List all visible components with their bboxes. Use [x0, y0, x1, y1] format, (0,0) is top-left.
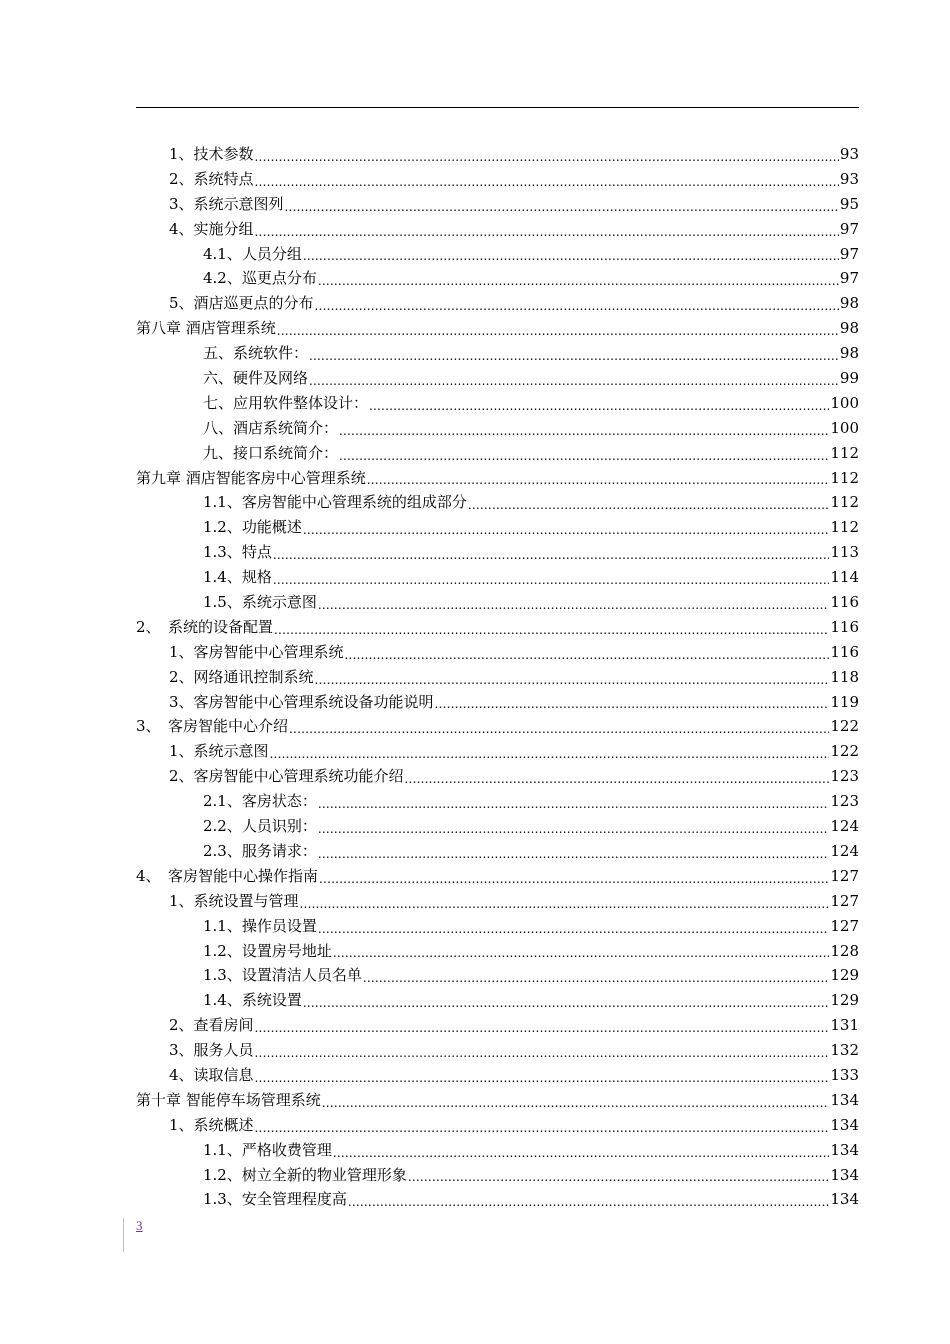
- toc-entry-page-number: 127: [830, 866, 859, 885]
- toc-entry-title: 2.2、人员识别：: [203, 817, 317, 836]
- header-rule: [136, 107, 859, 108]
- toc-entry-title: 1.4、系统设置: [203, 991, 302, 1010]
- toc-entry-title: 第九章 酒店智能客房中心管理系统: [136, 468, 366, 487]
- toc-entry-title: 4.1、人员分组: [203, 244, 302, 263]
- toc-entry-title: 1.2、功能概述: [203, 518, 302, 537]
- toc-entry-title: 1.3、设置清洁人员名单: [203, 966, 362, 985]
- toc-entry-title: 1、系统示意图: [169, 742, 269, 761]
- toc-entry-page-number: 98: [839, 294, 859, 313]
- toc-dot-leader: [348, 1187, 830, 1212]
- toc-entry-title: 七、应用软件整体设计：: [203, 393, 369, 412]
- toc-entry-title: 2、系统特点: [169, 169, 254, 188]
- toc-entry[interactable]: [136, 515, 859, 540]
- toc-dot-leader: [255, 217, 839, 242]
- toc-dot-leader: [369, 391, 829, 416]
- toc-dot-leader: [318, 814, 830, 839]
- toc-entry-page-number: 129: [830, 991, 859, 1010]
- toc-entry[interactable]: [136, 416, 859, 441]
- footer-rule: [123, 1218, 124, 1252]
- toc-entry-title: 六、硬件及网络: [203, 369, 309, 388]
- toc-entry[interactable]: [136, 1163, 859, 1188]
- toc-dot-leader: [277, 316, 839, 341]
- toc-entry-title: 第十章 智能停车场管理系统: [136, 1090, 321, 1109]
- toc-entry[interactable]: [136, 590, 859, 615]
- toc-dot-leader: [318, 839, 830, 864]
- toc-entry-page-number: 128: [830, 941, 859, 960]
- toc-entry-title: 1.2、树立全新的物业管理形象: [203, 1165, 407, 1184]
- toc-entry-page-number: 131: [830, 1016, 859, 1035]
- toc-entry[interactable]: [136, 167, 859, 192]
- toc-dot-leader: [315, 291, 839, 316]
- toc-entry-title: 4、读取信息: [169, 1065, 254, 1084]
- toc-entry[interactable]: [136, 764, 859, 789]
- toc-entry-title: 1.1、严格收费管理: [203, 1140, 332, 1159]
- toc-entry[interactable]: [136, 1063, 859, 1088]
- toc-dot-leader: [408, 1163, 830, 1188]
- toc-entry-page-number: 118: [830, 667, 859, 686]
- toc-entry-page-number: 98: [839, 319, 859, 338]
- toc-entry-page-number: 112: [830, 493, 859, 512]
- toc-entry-page-number: 97: [839, 244, 859, 263]
- toc-entry[interactable]: [136, 640, 859, 665]
- toc-entry-page-number: 129: [830, 966, 859, 985]
- toc-entry[interactable]: [136, 939, 859, 964]
- toc-dot-leader: [318, 789, 830, 814]
- toc-entry-title: 1.4、规格: [203, 568, 272, 587]
- toc-dot-leader: [270, 739, 830, 764]
- toc-entry-title: 2、网络通讯控制系统: [169, 667, 314, 686]
- toc-entry[interactable]: [136, 192, 859, 217]
- toc-dot-leader: [255, 142, 839, 167]
- toc-entry-title: 5、酒店巡更点的分布: [169, 294, 314, 313]
- toc-dot-leader: [303, 988, 830, 1013]
- toc-dot-leader: [255, 1013, 830, 1038]
- toc-entry[interactable]: [136, 291, 859, 316]
- toc-entry[interactable]: [136, 242, 859, 267]
- toc-dot-leader: [319, 864, 829, 889]
- toc-entry-title: 4、实施分组: [169, 219, 254, 238]
- toc-dot-leader: [318, 590, 830, 615]
- toc-entry[interactable]: [136, 1138, 859, 1163]
- toc-entry-page-number: 97: [839, 219, 859, 238]
- toc-entry[interactable]: [136, 217, 859, 242]
- toc-dot-leader: [303, 242, 839, 267]
- toc-entry[interactable]: [136, 690, 859, 715]
- toc-entry[interactable]: [136, 789, 859, 814]
- toc-entry[interactable]: [136, 889, 859, 914]
- toc-entry-page-number: 100: [830, 393, 859, 412]
- toc-dot-leader: [333, 1138, 830, 1163]
- toc-entry-page-number: 99: [839, 369, 859, 388]
- toc-entry-title: 2、客房智能中心管理系统功能介绍: [169, 767, 404, 786]
- toc-entry-title: 1.2、设置房号地址: [203, 941, 332, 960]
- table-of-contents: [136, 142, 859, 1212]
- toc-dot-leader: [255, 1038, 830, 1063]
- toc-entry-page-number: 100: [830, 418, 859, 437]
- toc-dot-leader: [309, 366, 839, 391]
- toc-entry-page-number: 112: [830, 518, 859, 537]
- toc-entry-page-number: 134: [830, 1115, 859, 1134]
- toc-entry-title: 1.1、操作员设置: [203, 916, 317, 935]
- toc-entry-page-number: 122: [830, 717, 859, 736]
- toc-dot-leader: [333, 939, 830, 964]
- toc-dot-leader: [273, 540, 830, 565]
- toc-entry-page-number: 114: [830, 568, 859, 587]
- toc-entry-title: 1、技术参数: [169, 145, 254, 163]
- toc-entry[interactable]: [136, 864, 859, 889]
- toc-entry-page-number: 134: [830, 1090, 859, 1109]
- toc-entry[interactable]: [136, 540, 859, 565]
- toc-dot-leader: [318, 914, 830, 939]
- toc-entry-page-number: 127: [830, 916, 859, 935]
- toc-entry-title: 1.3、安全管理程度高: [203, 1190, 347, 1209]
- toc-entry-page-number: 93: [839, 145, 859, 163]
- toc-entry-title: 3、系统示意图列: [169, 194, 284, 213]
- toc-entry[interactable]: [136, 714, 859, 739]
- toc-entry[interactable]: [136, 1113, 859, 1138]
- toc-entry-page-number: 127: [830, 891, 859, 910]
- toc-entry-page-number: 133: [830, 1065, 859, 1084]
- toc-entry[interactable]: [136, 1013, 859, 1038]
- toc-entry-page-number: 132: [830, 1041, 859, 1060]
- toc-entry-title: 2、查看房间: [169, 1016, 254, 1035]
- toc-entry[interactable]: [136, 142, 859, 167]
- toc-dot-leader: [318, 266, 839, 291]
- toc-dot-leader: [285, 192, 839, 217]
- toc-entry-page-number: 134: [830, 1190, 859, 1209]
- toc-dot-leader: [255, 167, 839, 192]
- toc-entry-page-number: 119: [830, 692, 859, 711]
- toc-entry[interactable]: [136, 739, 859, 764]
- toc-entry[interactable]: [136, 366, 859, 391]
- toc-entry-title: 3、客房智能中心管理系统设备功能说明: [169, 692, 434, 711]
- toc-entry[interactable]: [136, 1038, 859, 1063]
- toc-entry-title: 1、客房智能中心管理系统: [169, 642, 344, 661]
- toc-dot-leader: [322, 1088, 830, 1113]
- toc-entry[interactable]: [136, 1088, 859, 1113]
- toc-entry[interactable]: [136, 266, 859, 291]
- toc-entry-page-number: 123: [830, 792, 859, 811]
- toc-dot-leader: [300, 889, 830, 914]
- toc-entry-page-number: 112: [830, 468, 859, 487]
- toc-dot-leader: [339, 441, 829, 466]
- toc-entry-page-number: 124: [830, 817, 859, 836]
- toc-entry-page-number: 116: [830, 617, 859, 636]
- toc-entry-title: 1.5、系统示意图: [203, 593, 317, 612]
- toc-entry[interactable]: [136, 490, 859, 515]
- toc-entry-title: 第八章 酒店管理系统: [136, 319, 276, 338]
- toc-entry-page-number: 124: [830, 841, 859, 860]
- toc-entry-title: 1.1、客房智能中心管理系统的组成部分: [203, 493, 467, 512]
- toc-entry[interactable]: [136, 839, 859, 864]
- toc-dot-leader: [468, 490, 830, 515]
- page-number: 3: [136, 1218, 143, 1233]
- toc-dot-leader: [339, 416, 829, 441]
- toc-dot-leader: [273, 565, 830, 590]
- toc-dot-leader: [274, 615, 829, 640]
- toc-entry[interactable]: [136, 341, 859, 366]
- toc-entry-title: 八、酒店系统简介：: [203, 418, 339, 437]
- toc-entry-page-number: 93: [839, 169, 859, 188]
- toc-entry[interactable]: [136, 316, 859, 341]
- toc-entry-page-number: 97: [839, 269, 859, 288]
- toc-entry[interactable]: [136, 963, 859, 988]
- toc-dot-leader: [435, 690, 830, 715]
- toc-entry-page-number: 134: [830, 1140, 859, 1159]
- toc-dot-leader: [255, 1113, 830, 1138]
- toc-dot-leader: [315, 665, 830, 690]
- toc-dot-leader: [363, 963, 830, 988]
- toc-entry[interactable]: [136, 665, 859, 690]
- toc-entry-page-number: 116: [830, 593, 859, 612]
- toc-entry-title: 五、系统软件：: [203, 344, 309, 363]
- toc-entry-title: 1、系统设置与管理: [169, 891, 299, 910]
- toc-entry-page-number: 95: [839, 194, 859, 213]
- toc-dot-leader: [405, 764, 830, 789]
- toc-entry-page-number: 116: [830, 642, 859, 661]
- toc-entry[interactable]: [136, 1187, 859, 1212]
- toc-entry-page-number: 113: [830, 543, 859, 562]
- toc-entry-title: 2.1、客房状态：: [203, 792, 317, 811]
- toc-dot-leader: [303, 515, 830, 540]
- toc-entry-page-number: 123: [830, 767, 859, 786]
- toc-dot-leader: [289, 714, 829, 739]
- toc-dot-leader: [345, 640, 830, 665]
- toc-entry-page-number: 112: [830, 443, 859, 462]
- toc-entry[interactable]: [136, 988, 859, 1013]
- toc-entry-title: 1.3、特点: [203, 543, 272, 562]
- toc-entry[interactable]: [136, 466, 859, 491]
- toc-entry-title: 2.3、服务请求：: [203, 841, 317, 860]
- toc-entry-page-number: 122: [830, 742, 859, 761]
- toc-entry[interactable]: [136, 814, 859, 839]
- toc-entry[interactable]: [136, 565, 859, 590]
- toc-entry[interactable]: [136, 615, 859, 640]
- toc-entry[interactable]: [136, 914, 859, 939]
- toc-entry-page-number: 98: [839, 344, 859, 363]
- toc-entry-title: 4.2、巡更点分布: [203, 269, 317, 288]
- toc-entry-title: 4、 客房智能中心操作指南: [136, 866, 319, 885]
- toc-entry[interactable]: [136, 441, 859, 466]
- toc-entry-title: 3、服务人员: [169, 1041, 254, 1060]
- toc-entry[interactable]: [136, 391, 859, 416]
- toc-dot-leader: [367, 466, 830, 491]
- toc-dot-leader: [255, 1063, 830, 1088]
- toc-entry-title: 2、 系统的设备配置: [136, 617, 274, 636]
- toc-entry-title: 九、接口系统简介：: [203, 443, 339, 462]
- toc-dot-leader: [309, 341, 839, 366]
- toc-entry-title: 3、 客房智能中心介绍: [136, 717, 289, 736]
- toc-entry-page-number: 134: [830, 1165, 859, 1184]
- toc-entry-title: 1、系统概述: [169, 1115, 254, 1134]
